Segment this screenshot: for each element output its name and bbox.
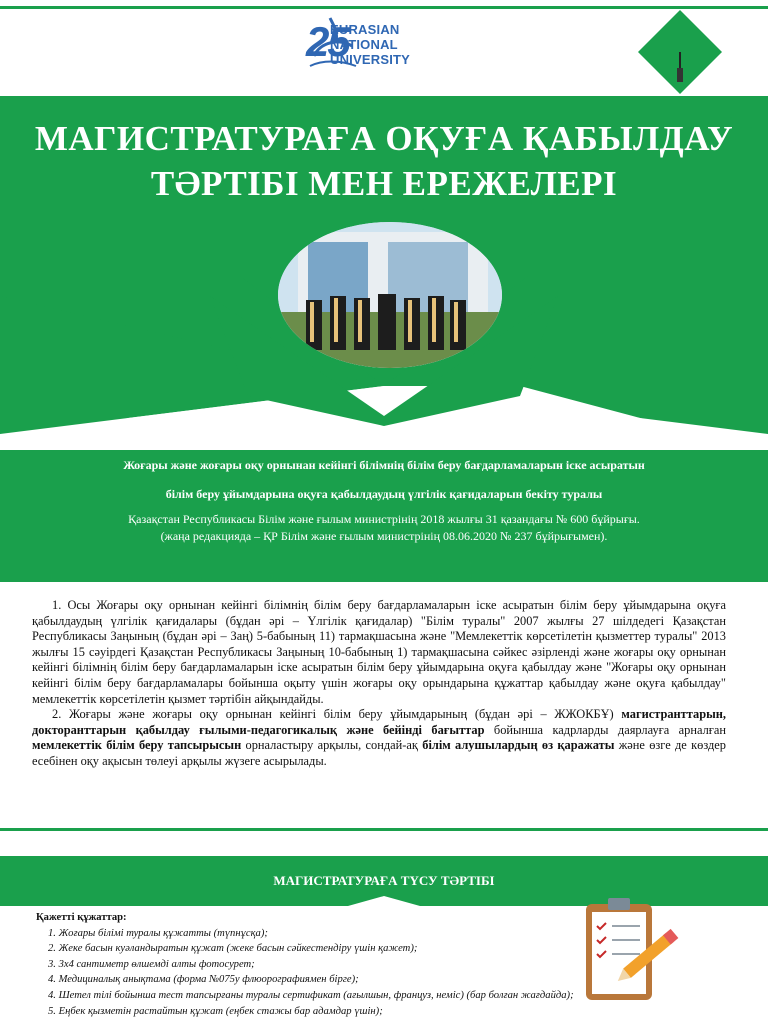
intro-order: Қазақстан Республикасы Білім және ғылым министрінің 2018 жылғы 31 қазандағы № 600 бұйрығы. bbox=[128, 512, 640, 526]
logo-line-2: NATIONAL bbox=[330, 37, 398, 52]
university-photo bbox=[278, 222, 502, 368]
document-item: 5. Еңбек қызметін растайтын құжат (еңбек стажы бар адамдар үшін); bbox=[48, 1005, 383, 1017]
logo-line-3: UNIVERSITY bbox=[330, 52, 411, 67]
logo-line-1: EURASIAN bbox=[330, 22, 400, 37]
document-item: 3. 3x4 сантиметр өлшемді алты фотосурет; bbox=[48, 958, 255, 970]
document-item: 4. Шетел тілі бойынша тест тапсырғаны туралы сертификат (ағылшын, француз, неміс) (бар болған жағдайда); bbox=[48, 989, 574, 1001]
intro-heading-2: білім беру ұйымдарына оқуға қабылдаудың үлгілік қағидаларын бекіту туралы bbox=[165, 487, 603, 501]
logo-text bbox=[330, 22, 410, 67]
title-line-2: ТӘРТІБІ МЕН ЕРЕЖЕЛЕРІ bbox=[150, 164, 618, 203]
section-title: МАГИСТРАТУРАҒА ТҮСУ ТӘРТІБІ bbox=[273, 873, 495, 888]
document-item: 2. Жеке басын куәландыратын құжат (жеке басын сәйкестендіру үшін қажет); bbox=[48, 943, 418, 955]
paragraph-2: 2. Жоғары және жоғары оқу орнынан кейінгі білім беру ұйымдарының (бұдан әрі – ЖЖОКБҰ) магистранттарын, докторанттарын қабылдау ғылыми-педагогикалық және бейінді бағыттар бойынша кадрларды даярлауға арналған мемлекеттік білім беру тапсырысын орналастыру арқылы, сондай-ақ білім алушылардың өз қаражаты және өзге де көздер есебінен оқу ақысын төлеуі арқылы жүзеге асырылады. bbox=[32, 707, 726, 768]
documents-heading: Қажетті құжаттар: bbox=[36, 912, 127, 923]
page-title bbox=[0, 116, 768, 206]
section-divider bbox=[0, 828, 768, 831]
diamond-tassel-icon bbox=[638, 10, 722, 94]
document-item: 4. Медициналық анықтама (форма №075у флюорографиямен бірге); bbox=[48, 974, 359, 986]
logo-anniversary-number: 25 bbox=[306, 18, 349, 65]
clipboard-pencil-icon bbox=[580, 894, 690, 1006]
document-item: 1. Жоғары білімі туралы құжатты (түпнұсқа); bbox=[48, 927, 268, 939]
intro-banner bbox=[0, 450, 768, 582]
body-text bbox=[32, 598, 726, 770]
top-divider bbox=[0, 6, 768, 9]
intro-heading-1: Жоғары және жоғары оқу орнынан кейінгі білімнің білім беру бағдарламаларын іске асыратын bbox=[123, 458, 645, 472]
intro-revision: (жаңа редакцияда – ҚР Білім және ғылым министрінің 08.06.2020 № 237 бұйрығымен). bbox=[160, 529, 608, 543]
title-line-1: МАГИСТРАТУРАҒА ОҚУҒА ҚАБЫЛДАУ bbox=[34, 119, 734, 158]
paragraph-1: 1. Осы Жоғары оқу орнынан кейінгі білімнің білім беру бағдарламаларын іске асыратын білім беру ұйымдарына оқуға қабылдаудың үлгілік қағидалары (бұдан әрі – Үлгілік қағидалар) "Білім туралы" 2007 жылғы 27 шілдедегі Қазақстан Республикасы Заңының (бұдан әрі – Заң) 5-бабының 11) тармақшасына және "Мемлекеттік көрсетілетін қызметтер туралы" 2013 жылғы 15 сәуірдегі Қазақстан Республикасы Заңының 10-бабының 1) тармақшасына сәйкес әзірленді және жоғары оқу орнынан кейінгі білімнің білім беру бағдарламаларын іске асыратын білім беру ұйымдарына оқуға қабылдау және "Жоғары оқу орнынан кейінгі білім беру бағдарламалары бойынша оқыту үшін жоғары оқу орындарына құжаттар қабылдау және оқуға қабылдау" мемлекеттік көрсетілетін қызмет тәртібін айқындайды. bbox=[32, 598, 726, 706]
